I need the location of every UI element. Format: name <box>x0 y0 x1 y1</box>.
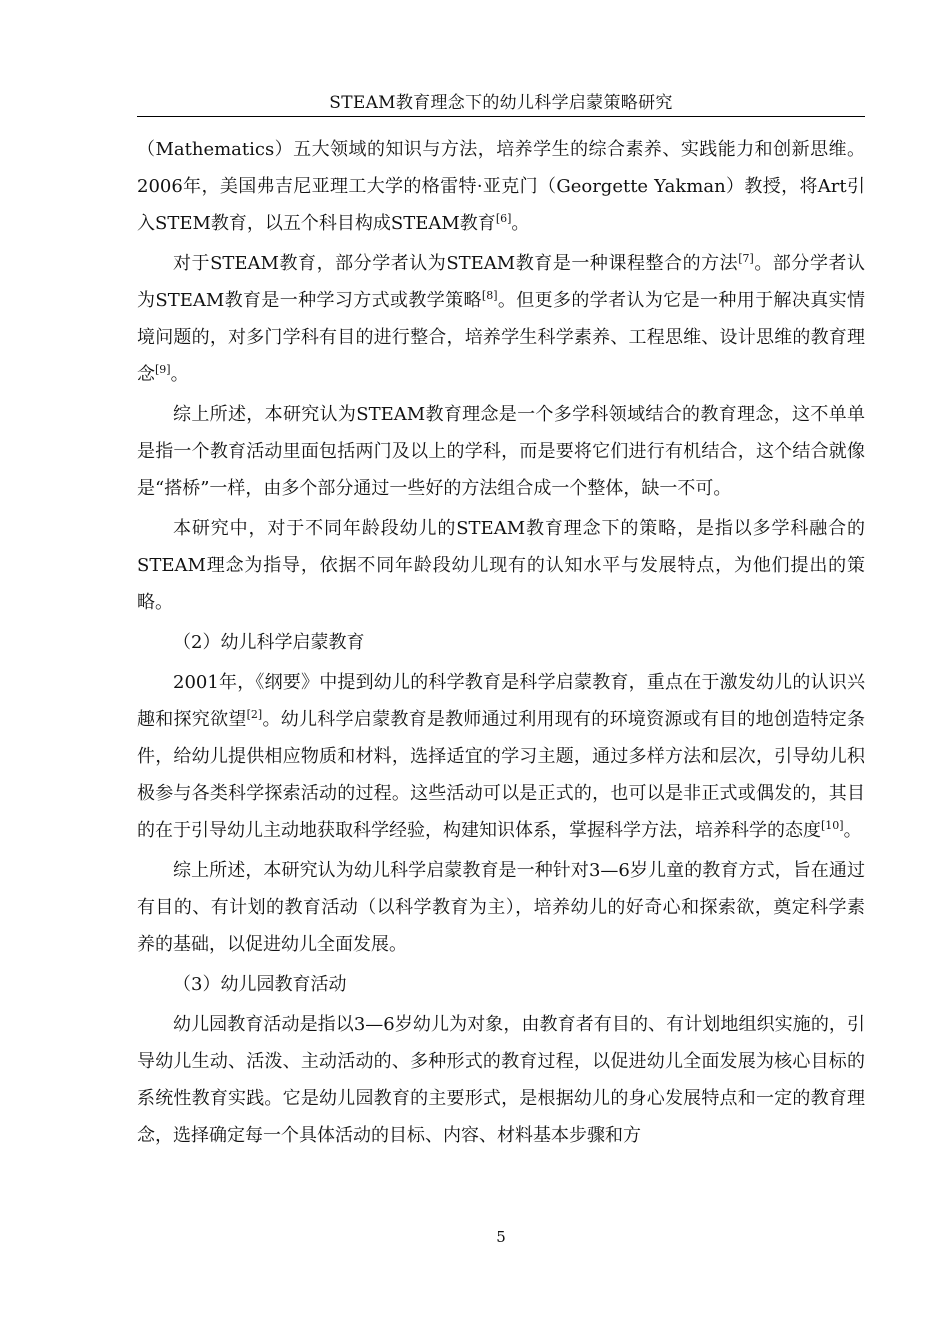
header-rule <box>137 116 865 117</box>
paragraph-steam-views <box>137 245 865 393</box>
citation-marker: [8] <box>481 289 498 302</box>
paragraph-kindergarten-activities: 幼儿园教育活动是指以3—6岁幼儿为对象，由教育者有目的、有计划地组织实施的，引导幼儿生动、活泼、主动活动的、多种形式的教育过程，以促进幼儿全面发展为核心目标的系统性教育实践。它是幼儿园教育的主要形式，是根据幼儿的身心发展特点和一定的教育理念，选择确定每一个具体活动的目标、内容、材料基本步骤和方 <box>137 1014 865 1146</box>
page-number: 5 <box>496 1228 506 1246</box>
paragraph-study-strategy: 本研究中，对于不同年龄段幼儿的STEAM教育理念下的策略，是指以多学科融合的STEAM理念为指导，依据不同年龄段幼儿现有的认知水平与发展特点，为他们提出的策略。 <box>137 518 865 613</box>
citation-marker: [10] <box>821 819 844 832</box>
citation-marker: [6] <box>495 212 512 225</box>
paragraph-text: 对于STEAM教育，部分学者认为STEAM教育是一种课程整合的方法 <box>173 253 739 274</box>
paragraph-text: 。 <box>843 820 862 841</box>
paragraph-steam-summary: 综上所述，本研究认为STEAM教育理念是一个多学科领域结合的教育理念，这不单单是指一个教育活动里面包括两门及以上的学科，而是要将它们进行有机结合，这个结合就像是“搭桥”一样，由多个部分通过一些好的方法组合成一个整体，缺一不可。 <box>137 404 865 499</box>
paragraph-text: 。幼儿科学启蒙教育是教师通过利用现有的环境资源或有目的地创造特定条件，给幼儿提供相应物质和材料，选择适宜的学习主题，通过多样方法和层次，引导幼儿积极参与各类科学探索活动的过程。这些活动可以是正式的，也可以是非正式或偶发的，其目的在于引导幼儿主动地获取科学经验，构建知识体系，掌握科学方法，培养科学的态度 <box>137 709 866 841</box>
body-text <box>137 131 865 1157</box>
running-header: STEAM教育理念下的幼儿科学启蒙策略研究 <box>329 93 673 113</box>
paragraph-steam-origin <box>137 131 865 242</box>
section-heading-science-enlightenment: （2）幼儿科学启蒙教育 <box>173 632 365 653</box>
section-heading-kindergarten-activities: （3）幼儿园教育活动 <box>173 974 347 995</box>
citation-marker: [9] <box>155 363 171 376</box>
citation-marker: [2] <box>246 708 263 721</box>
paragraph-text: 。 <box>170 364 189 385</box>
paragraph-science-enlightenment <box>137 664 865 849</box>
paragraph-text: 。 <box>511 213 530 234</box>
paragraph-text: （Mathematics）五大领域的知识与方法，培养学生的综合素养、实践能力和创新思维。2006年，美国弗吉尼亚理工大学的格雷特·亚克门（Georgette Yakman）教授，将Art引入STEM教育，以五个科目构成STEAM教育 <box>137 139 865 234</box>
citation-marker: [7] <box>738 252 754 265</box>
paragraph-text: 。部分学者认为STEAM教育是一种学习方式或教学策略 <box>137 253 866 311</box>
paragraph-text: 。但更多的学者认为它是一种用于解决真实情境问题的，对多门学科有目的进行整合，培养学生科学素养、工程思维、设计思维的教育理念 <box>137 290 865 385</box>
paragraph-science-summary: 综上所述，本研究认为幼儿科学启蒙教育是一种针对3—6岁儿童的教育方式，旨在通过有目的、有计划的教育活动（以科学教育为主），培养幼儿的好奇心和探索欲，奠定科学素养的基础，以促进幼儿全面发展。 <box>137 860 865 955</box>
paragraph-text: 2001年，《纲要》中提到幼儿的科学教育是科学启蒙教育，重点在于激发幼儿的认识兴趣和探究欲望 <box>137 672 865 730</box>
